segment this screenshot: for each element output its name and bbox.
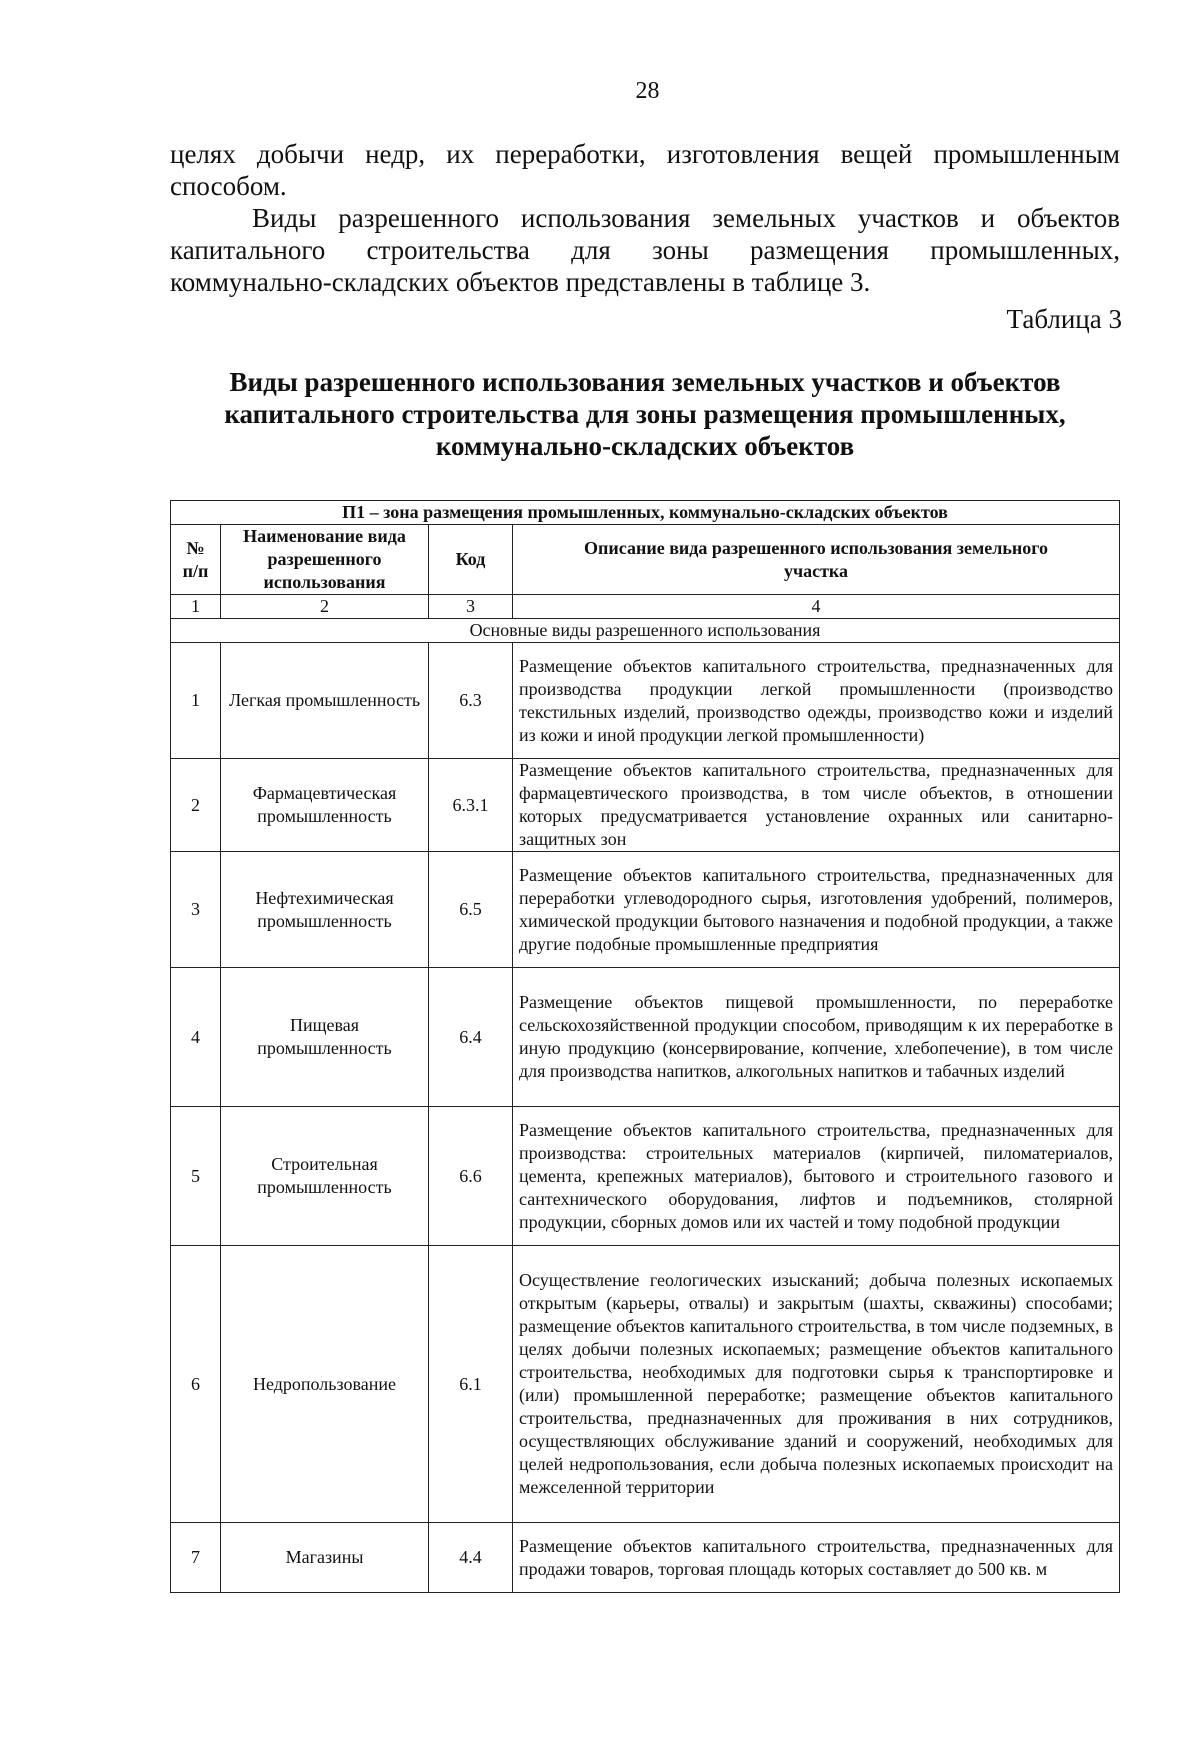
paragraph-2-line-2: капитального строительства для зоны размещения промышленных, — [170, 235, 1120, 265]
row-name: Пищевая промышленность — [221, 968, 429, 1107]
paragraph-2-line-1: Виды разрешенного использования земельных участков и объектов — [252, 203, 1120, 233]
column-index-row — [171, 595, 1120, 619]
row-code: 6.5 — [429, 852, 513, 968]
table-title-line-1: Виды разрешенного использования земельных участков и объектов — [229, 367, 1061, 397]
row-desc: Размещение объектов капитального строительства, предназначенных для производства продукции легкой промышленности (производство текстильных изделий, производство одежды, производство кожи и изделий из кожи и иной продукции легкой промышленности) — [513, 643, 1120, 759]
row-num: 2 — [171, 759, 221, 852]
row-num: 3 — [171, 852, 221, 968]
row-num: 7 — [171, 1523, 221, 1593]
paragraph-1 — [170, 138, 1120, 202]
row-num: 5 — [171, 1107, 221, 1246]
row-num: 6 — [171, 1246, 221, 1523]
column-header-row — [171, 525, 1120, 595]
table-title-line-2: капитального строительства для зоны размещения промышленных, — [224, 399, 1066, 429]
row-desc: Осуществление геологических изысканий; добыча полезных ископаемых открытым (карьеры, отвалы) и закрытым (шахты, скважины) способами; размещение объектов капитального строительства, в том числе подземных, в целях добычи полезных ископаемых; размещение объектов капитального строительства, необходимых для подготовки сырья к транспортировке и (или) промышленной переработке; размещение объектов капитального строительства, предназначенных для проживания в них сотрудников, осуществляющих обслуживание зданий и сооружений, необходимых для целей недропользования, если добыча полезных ископаемых происходит на межселенной территории — [513, 1246, 1120, 1523]
row-code: 6.3.1 — [429, 759, 513, 852]
row-name: Нефтехимическая промышленность — [221, 852, 429, 968]
column-header-num: № п/п — [171, 525, 221, 595]
table-label: Таблица 3 — [1006, 304, 1122, 334]
paragraph-1-line-2: способом. — [170, 171, 287, 201]
section-row — [171, 619, 1120, 643]
row-desc: Размещение объектов пищевой промышленности, по переработке сельскохозяйственной продукции способом, приводящим к их переработке в иную продукцию (консервирование, копчение, хлебопечение), в том числе для производства напитков, алкогольных напитков и табачных изделий — [513, 968, 1120, 1107]
column-index-4: 4 — [513, 595, 1120, 619]
table-row — [171, 1246, 1120, 1523]
column-index-3: 3 — [429, 595, 513, 619]
column-index-2: 2 — [221, 595, 429, 619]
column-header-name: Наименование вида разрешенного использования — [221, 525, 429, 595]
section-header: Основные виды разрешенного использования — [171, 619, 1120, 643]
row-name: Недропользование — [221, 1246, 429, 1523]
row-code: 4.4 — [429, 1523, 513, 1593]
row-desc: Размещение объектов капитального строительства, предназначенных для фармацевтического производства, в том числе объектов, в отношении которых предусматривается установление охранных или санитарно-защитных зон — [513, 759, 1120, 852]
row-code: 6.6 — [429, 1107, 513, 1246]
row-desc: Размещение объектов капитального строительства, предназначенных для продажи товаров, торговая площадь которых составляет до 500 кв. м — [513, 1523, 1120, 1593]
row-desc: Размещение объектов капитального строительства, предназначенных для переработки углеводородного сырья, изготовления удобрений, полимеров, химической продукции бытового назначения и подобной продукции, а также другие подобные промышленные предприятия — [513, 852, 1120, 968]
paragraph-1-line-1: целях добычи недр, их переработки, изготовления вещей промышленным — [170, 139, 1120, 169]
row-name: Легкая промышленность — [221, 643, 429, 759]
body-text — [170, 138, 1120, 298]
row-desc: Размещение объектов капитального строительства, предназначенных для производства: строительных материалов (кирпичей, пиломатериалов, цемента, крепежных материалов), бытового и строительного газового и сантехнического оборудования, лифтов и подъемников, столярной продукции, сборных домов или их частей и тому подобной продукции — [513, 1107, 1120, 1246]
column-header-code: Код — [429, 525, 513, 595]
row-num: 4 — [171, 968, 221, 1107]
paragraph-2-line-3: коммунально-складских объектов представлены в таблице 3. — [170, 267, 871, 297]
land-use-table — [170, 500, 1120, 1593]
zone-header: П1 – зона размещения промышленных, коммунально-складских объектов — [171, 501, 1120, 525]
row-num: 1 — [171, 643, 221, 759]
table-row — [171, 852, 1120, 968]
zone-header-row — [171, 501, 1120, 525]
table-row — [171, 1107, 1120, 1246]
row-code: 6.4 — [429, 968, 513, 1107]
row-name: Строительная промышленность — [221, 1107, 429, 1246]
table-title — [170, 366, 1120, 462]
table-row — [171, 643, 1120, 759]
row-code: 6.3 — [429, 643, 513, 759]
page-number: 28 — [635, 78, 660, 104]
table-row — [171, 1523, 1120, 1593]
row-code: 6.1 — [429, 1246, 513, 1523]
row-name: Магазины — [221, 1523, 429, 1593]
column-index-1: 1 — [171, 595, 221, 619]
row-name: Фармацевтическая промышленность — [221, 759, 429, 852]
table-row — [171, 759, 1120, 852]
table-title-line-3: коммунально-складских объектов — [435, 431, 855, 461]
column-header-desc: Описание вида разрешенного использования земельного участка — [513, 525, 1120, 595]
paragraph-2 — [170, 202, 1120, 298]
table-row — [171, 968, 1120, 1107]
